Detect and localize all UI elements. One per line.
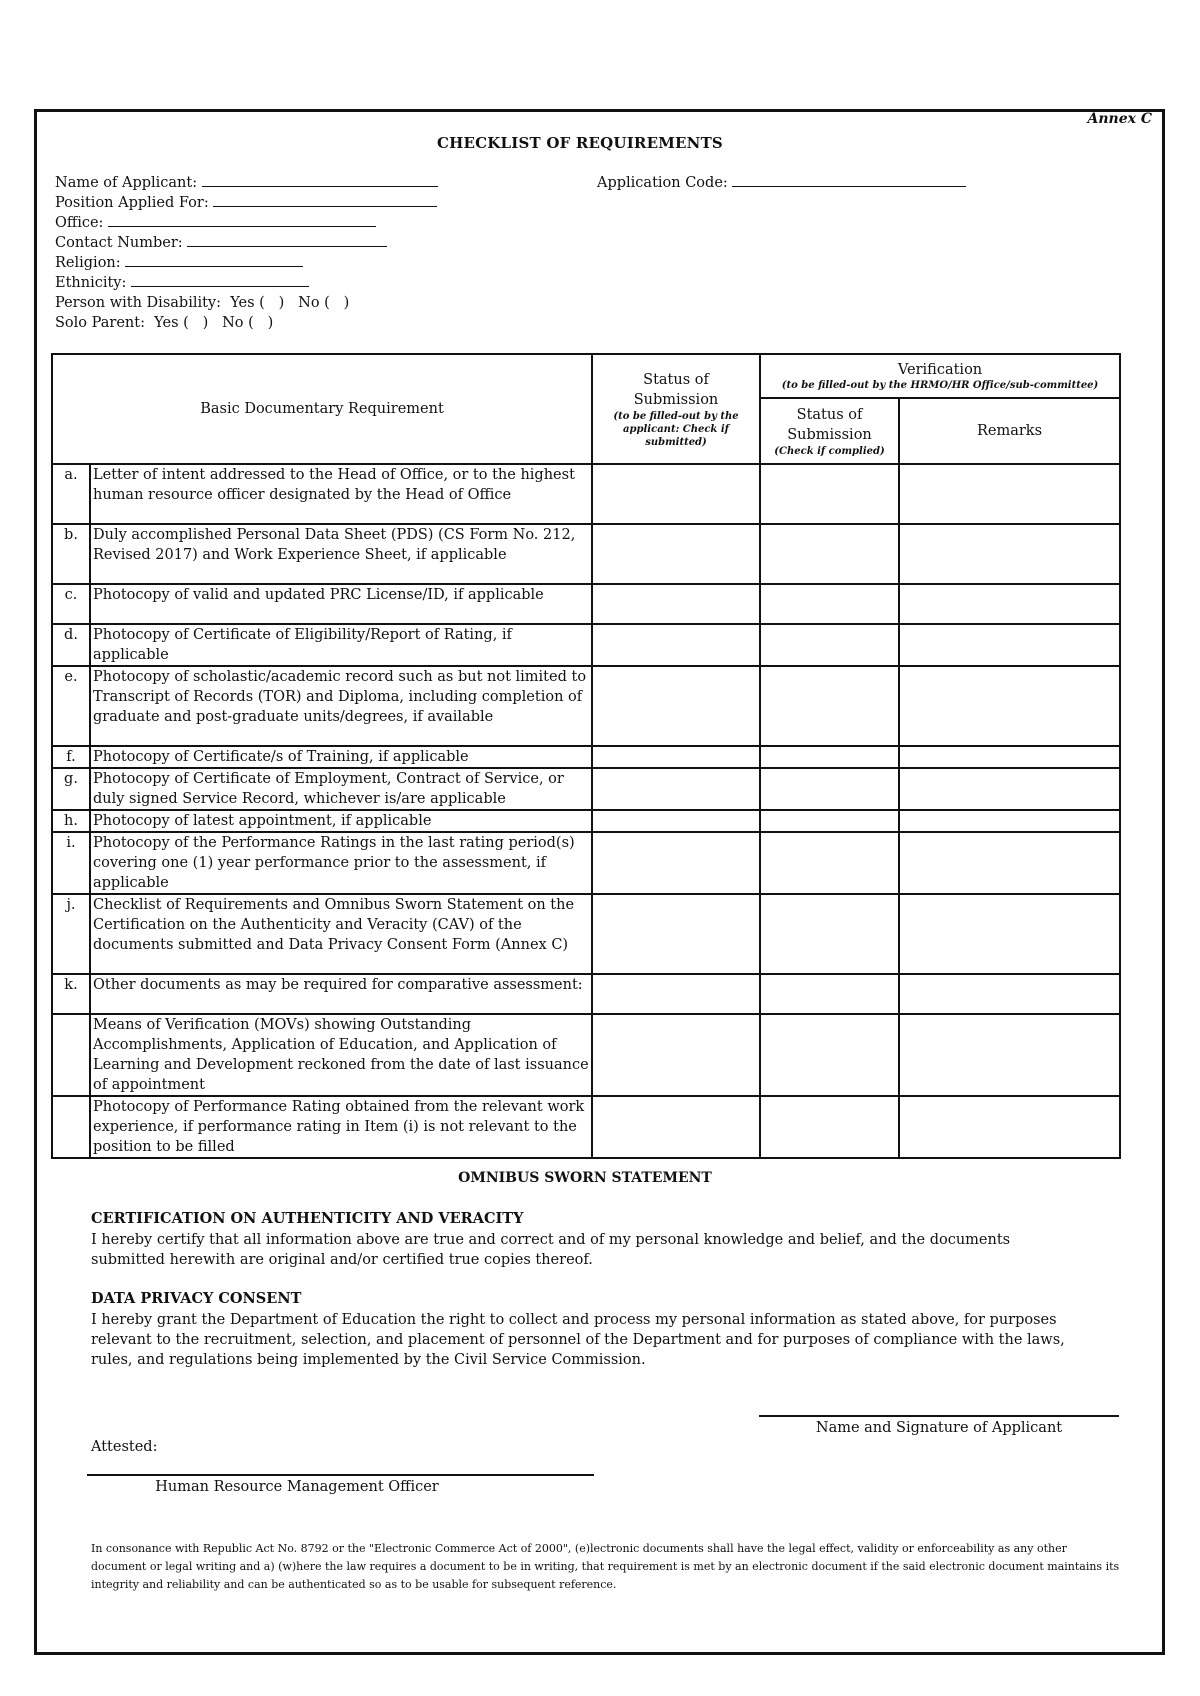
table-row (52, 894, 1120, 974)
header-status-label: Status of Submission (633, 371, 719, 408)
header-ver-status-note: (Check if complied) (774, 445, 885, 457)
row-requirement: Other documents as may be required for comparative assessment: (90, 974, 592, 1014)
table-row (52, 464, 1120, 524)
header-ver-status-label: Status of Submission (787, 406, 872, 443)
contact-number-line (187, 234, 387, 247)
omnibus-title: OMNIBUS SWORN STATEMENT (458, 1170, 712, 1186)
office-line (108, 214, 376, 227)
row-status-submission-cell[interactable] (592, 1014, 760, 1096)
row-verification-status-cell[interactable] (760, 1096, 899, 1158)
cav-heading: CERTIFICATION ON AUTHENTICITY AND VERACITY (91, 1210, 524, 1227)
table-row (52, 768, 1120, 810)
row-remarks-cell[interactable] (899, 832, 1120, 894)
row-requirement: Photocopy of latest appointment, if applicable (90, 810, 592, 832)
row-status-submission-cell[interactable] (592, 584, 760, 624)
name-of-applicant-label: Name of Applicant: (55, 175, 198, 191)
table-row (52, 746, 1120, 768)
row-remarks-cell[interactable] (899, 624, 1120, 666)
contact-number-label: Contact Number: (55, 235, 183, 251)
row-verification-status-cell[interactable] (760, 832, 899, 894)
row-letter: b. (52, 524, 90, 584)
row-letter: d. (52, 624, 90, 666)
header-verification-label: Verification (897, 361, 983, 378)
row-requirement: Means of Verification (MOVs) showing Outstanding Accomplishments, Application of Education, and Application of Learning and Development reckoned from the date of last issuance of appointment (90, 1014, 592, 1096)
row-requirement: Checklist of Requirements and Omnibus Sworn Statement on the Certification on the Authenticity and Veracity (CAV) of the documents submitted and Data Privacy Consent Form (Annex C) (90, 894, 592, 974)
row-verification-status-cell[interactable] (760, 746, 899, 768)
header-status-note: (to be filled-out by the applicant: Check if submitted) (613, 410, 739, 448)
hrmo-signature-label: Human Resource Management Officer (155, 1479, 439, 1495)
position-applied-for-field[interactable] (55, 193, 437, 213)
row-status-submission-cell[interactable] (592, 768, 760, 810)
row-remarks-cell[interactable] (899, 974, 1120, 1014)
religion-field[interactable] (55, 253, 303, 273)
row-letter: i. (52, 832, 90, 894)
row-status-submission-cell[interactable] (592, 974, 760, 1014)
name-of-applicant-line (202, 174, 438, 187)
row-status-submission-cell[interactable] (592, 666, 760, 746)
application-code-line (732, 174, 966, 187)
row-verification-status-cell[interactable] (760, 624, 899, 666)
religion-line (125, 254, 303, 267)
table-row (52, 524, 1120, 584)
row-letter (52, 1096, 90, 1158)
ethnicity-line (131, 274, 309, 287)
row-letter: j. (52, 894, 90, 974)
row-requirement: Photocopy of scholastic/academic record such as but not limited to Transcript of Records (TOR) and Diploma, including completion of graduate and post-graduate units/degrees, if available (90, 666, 592, 746)
position-applied-for-line (213, 194, 437, 207)
row-requirement: Duly accomplished Personal Data Sheet (PDS) (CS Form No. 212, Revised 2017) and Work Experience Sheet, if applicable (90, 524, 592, 584)
religion-label: Religion: (55, 255, 121, 271)
row-verification-status-cell[interactable] (760, 464, 899, 524)
row-requirement: Photocopy of Certificate of Eligibility/Report of Rating, if applicable (90, 624, 592, 666)
form-title: CHECKLIST OF REQUIREMENTS (437, 134, 723, 152)
row-letter: g. (52, 768, 90, 810)
table-row (52, 974, 1120, 1014)
ethnicity-field[interactable] (55, 273, 309, 293)
row-letter (52, 1014, 90, 1096)
row-status-submission-cell[interactable] (592, 746, 760, 768)
row-requirement: Photocopy of Certificate/s of Training, if applicable (90, 746, 592, 768)
pwd-field[interactable]: Person with Disability: Yes ( ) No ( ) (55, 295, 350, 311)
row-letter: e. (52, 666, 90, 746)
row-letter: k. (52, 974, 90, 1014)
row-verification-status-cell[interactable] (760, 810, 899, 832)
table-row (52, 666, 1120, 746)
solo-parent-field[interactable]: Solo Parent: Yes ( ) No ( ) (55, 315, 274, 331)
row-status-submission-cell[interactable] (592, 810, 760, 832)
row-letter: h. (52, 810, 90, 832)
cav-text: I hereby certify that all information above are true and correct and of my personal knowledge and belief, and the documents submitted herewith are original and/or certified true copies thereof. (91, 1232, 1011, 1268)
row-remarks-cell[interactable] (899, 464, 1120, 524)
row-letter: c. (52, 584, 90, 624)
name-of-applicant-field[interactable] (55, 173, 438, 193)
row-remarks-cell[interactable] (899, 746, 1120, 768)
row-requirement: Photocopy of the Performance Ratings in the last rating period(s) covering one (1) year performance prior to the assessment, if applicable (90, 832, 592, 894)
row-status-submission-cell[interactable] (592, 1096, 760, 1158)
table-row (52, 1096, 1120, 1158)
position-applied-for-label: Position Applied For: (55, 195, 209, 211)
row-letter: a. (52, 464, 90, 524)
dpc-text: I hereby grant the Department of Education the right to collect and process my personal information as stated above, for purposes relevant to the recruitment, selection, and placement of personnel of the Department and for purposes of compliance with the laws, rules, and regulations being implemented by the Civil Service Commission. (91, 1312, 1065, 1368)
row-remarks-cell[interactable] (899, 584, 1120, 624)
hrmo-signature-line (87, 1474, 594, 1476)
row-requirement: Photocopy of valid and updated PRC License/ID, if applicable (90, 584, 592, 624)
row-status-submission-cell[interactable] (592, 624, 760, 666)
row-requirement: Photocopy of Performance Rating obtained from the relevant work experience, if performance rating in Item (i) is not relevant to the position to be filled (90, 1096, 592, 1158)
header-requirement: Basic Documentary Requirement (52, 354, 592, 464)
row-status-submission-cell[interactable] (592, 464, 760, 524)
row-verification-status-cell[interactable] (760, 1014, 899, 1096)
applicant-signature-label: Name and Signature of Applicant (815, 1420, 1063, 1436)
row-verification-status-cell[interactable] (760, 524, 899, 584)
table-row (52, 810, 1120, 832)
office-field[interactable] (55, 213, 376, 233)
row-remarks-cell[interactable] (899, 1014, 1120, 1096)
header-ver-status (760, 398, 899, 464)
office-label: Office: (55, 215, 104, 231)
ethnicity-label: Ethnicity: (55, 275, 127, 291)
row-verification-status-cell[interactable] (760, 584, 899, 624)
row-verification-status-cell[interactable] (760, 666, 899, 746)
row-requirement: Letter of intent addressed to the Head of Office, or to the highest human resource officer designated by the Head of Office (90, 464, 592, 524)
row-remarks-cell[interactable] (899, 810, 1120, 832)
footnote: In consonance with Republic Act No. 8792 or the "Electronic Commerce Act of 2000", (e)lectronic documents shall have the legal effect, validity or enforceability as any other document or legal writing and a) (w)here the law requires a document to be in writing, that requirement is met by an electronic document if the said electronic document maintains its integrity and reliability and can be authenticated so as to be usable for subsequent reference. (91, 1542, 1120, 1591)
row-remarks-cell[interactable] (899, 768, 1120, 810)
row-remarks-cell[interactable] (899, 666, 1120, 746)
dpc-heading: DATA PRIVACY CONSENT (91, 1290, 302, 1307)
annex-label: Annex C (1087, 111, 1152, 127)
application-code-field[interactable] (597, 173, 966, 193)
header-remarks: Remarks (899, 398, 1120, 464)
application-code-label: Application Code: (597, 175, 728, 191)
attested-label: Attested: (91, 1439, 158, 1455)
row-remarks-cell[interactable] (899, 524, 1120, 584)
applicant-signature-line (759, 1415, 1119, 1417)
table-row (52, 624, 1120, 666)
row-letter: f. (52, 746, 90, 768)
row-requirement: Photocopy of Certificate of Employment, Contract of Service, or duly signed Service Record, whichever is/are applicable (90, 768, 592, 810)
contact-number-field[interactable] (55, 233, 387, 253)
row-verification-status-cell[interactable] (760, 768, 899, 810)
table-row (52, 832, 1120, 894)
header-verification (760, 354, 1120, 398)
row-status-submission-cell[interactable] (592, 524, 760, 584)
row-status-submission-cell[interactable] (592, 832, 760, 894)
row-verification-status-cell[interactable] (760, 974, 899, 1014)
row-remarks-cell[interactable] (899, 1096, 1120, 1158)
requirements-table (51, 353, 1121, 1159)
header-verification-note: (to be filled-out by the HRMO/HR Office/sub-committee) (781, 379, 1099, 391)
row-status-submission-cell[interactable] (592, 894, 760, 974)
header-status (592, 354, 760, 464)
table-row (52, 1014, 1120, 1096)
table-row (52, 584, 1120, 624)
row-remarks-cell[interactable] (899, 894, 1120, 974)
row-verification-status-cell[interactable] (760, 894, 899, 974)
